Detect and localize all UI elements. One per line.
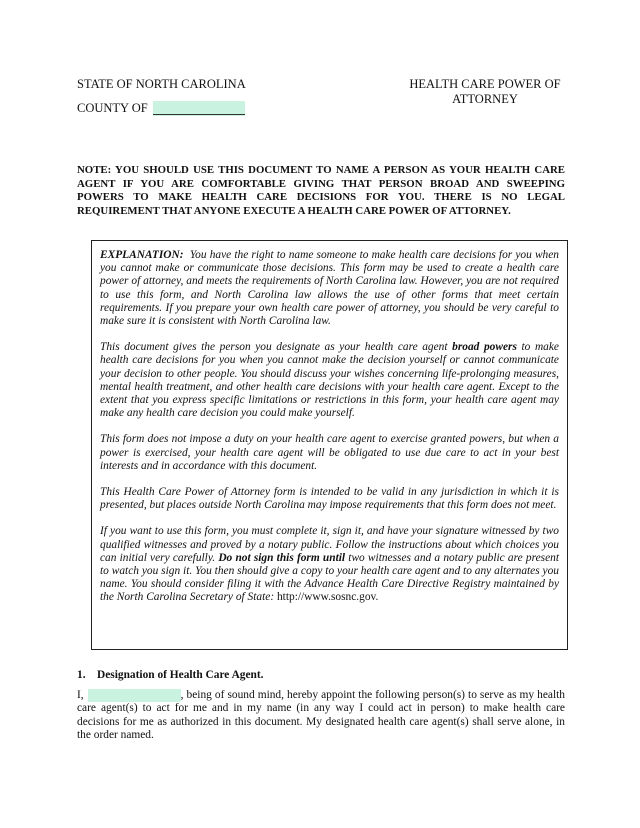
explanation-paragraph-1	[100, 249, 559, 328]
explanation-p1-body: You have the right to name someone to make health care decisions for you when you cannot make or communicate those decisions. This form may be used to create a health care power of attorney, and meets the requirements of North Carolina law. However, you are not required to use this form, and North Carolina law allows the use of other forms that meet certain requirements. If you prepare your own health care power of attorney, you should be very careful to make sure it is consistent with North Carolina law.	[100, 249, 559, 328]
section-1-heading	[77, 668, 264, 682]
form-title	[380, 77, 590, 107]
explanation-lead: EXPLANATION:	[100, 249, 184, 261]
p2-text-before: This document gives the person you designate as your health care agent	[100, 341, 448, 354]
explanation-box	[91, 240, 568, 650]
county-label: COUNTY OF	[77, 101, 148, 115]
appointment-paragraph	[77, 689, 565, 743]
do-not-sign-emphasis: Do not sign this form until	[218, 551, 346, 564]
form-title-line1: HEALTH CARE POWER OF	[409, 77, 561, 91]
explanation-paragraph-4: This Health Care Power of Attorney form is intended to be valid in any jurisdiction in which it is presented, but places outside North Carolina may impose requirements that this form does not meet.	[100, 486, 559, 512]
p5-text-before: If you want to use this form, you must complete it, sign it, and have your signature witnessed by two qualified witnesses and proved by a notary public. Follow the instructions about which choices you can initial very carefully.	[100, 525, 559, 564]
legal-note: NOTE: YOU SHOULD USE THIS DOCUMENT TO NAME A PERSON AS YOUR HEALTH CARE AGENT IF YOU ARE COMFORTABLE GIVING THAT PERSON BROAD AND SWEEPING POWERS TO MAKE HEALTH CARE DECISIONS FOR YOU. THERE IS NO LEGAL REQUIREMENT THAT ANYONE EXECUTE A HEALTH CARE POWER OF ATTORNEY.	[77, 164, 565, 217]
form-title-line2: ATTORNEY	[452, 92, 518, 106]
p2-text-after: to make health care decisions for you when you cannot make the decision yourself or cannot communicate your decision to other people. You should discuss your wishes concerning life-prolonging measures, mental health treatment, and other health care decisions with your health care agent. Except to the extent that you express specific limitations or restrictions in this form, your health care agent may make any health care decision you could make yourself.	[100, 341, 559, 420]
appointment-body: , being of sound mind, hereby appoint the following person(s) to serve as my health care agent(s) to act for me and in my name (in any way I could act in person) to make health care decisions for me as authorized in this document. My designated health care agent(s) shall serve alone, in the order named.	[77, 689, 565, 742]
registry-url: http://www.sosnc.gov.	[276, 591, 379, 604]
broad-powers-emphasis: broad powers	[452, 341, 517, 354]
county-line	[77, 101, 245, 116]
appointment-prefix: I,	[77, 689, 84, 701]
section-1-title: Designation of Health Care Agent.	[97, 669, 264, 681]
explanation-paragraph-3: This form does not impose a duty on your health care agent to exercise granted powers, but when a power is exercised, your health care agent will be obligated to use due care to act in your best interests and in accordance with this document.	[100, 433, 559, 472]
section-1-number: 1.	[77, 669, 86, 681]
state-heading: STATE OF NORTH CAROLINA	[77, 77, 246, 91]
explanation-paragraph-2	[100, 341, 559, 420]
county-input[interactable]	[153, 101, 245, 116]
p5-text-after: two witnesses and a notary public are present to watch you sign it. You then should give a copy to your health care agent and to any alternates you name. You should consider filing it with the Advance Health Care Directive Registry maintained by the North Carolina Secretary of State:	[100, 551, 559, 604]
explanation-paragraph-5	[100, 525, 559, 604]
principal-name-input[interactable]	[88, 689, 181, 702]
